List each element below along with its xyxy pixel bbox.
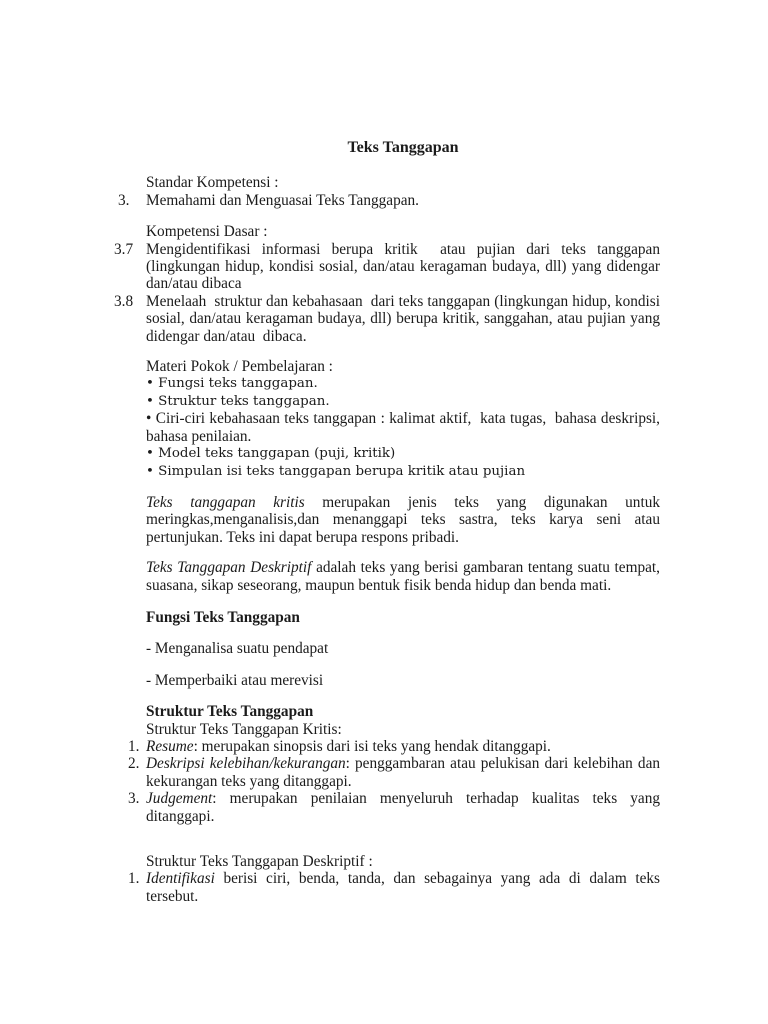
- struktur-kritis-item-resume: [128, 737, 660, 755]
- list-item-term: Identifikasi: [146, 870, 215, 888]
- definition-term: Teks Tanggapan Deskriptif: [146, 559, 312, 577]
- materi-bullet-model: • Model teks tanggapan (puji, kritik): [146, 446, 396, 462]
- struktur-deskriptif-label: Struktur Teks Tanggapan Deskriptif :: [146, 853, 373, 870]
- fungsi-item-menganalisa: - Menganalisa suatu pendapat: [146, 640, 329, 658]
- definition-teks-tanggapan-deskriptif: [146, 559, 660, 594]
- list-number: 1.: [128, 737, 140, 755]
- struktur-deskriptif-item-identifikasi: [128, 870, 660, 905]
- definition-term: Teks tanggapan kritis: [146, 493, 305, 511]
- standar-kompetensi-heading: Standar Kompetensi :: [146, 174, 279, 192]
- list-number: 3.7: [114, 240, 134, 258]
- list-item-text: : merupakan sinopsis dari isi teks yang hendak ditanggapi.: [193, 737, 551, 755]
- materi-pokok-heading: Materi Pokok / Pembelajaran :: [146, 358, 333, 376]
- list-number: 3.: [118, 191, 130, 209]
- list-item-text: : penggambaran atau pelukisan dari kelebihan dan kekurangan teks yang ditanggapi.: [146, 755, 661, 790]
- materi-bullet-ciri-ciri: • Ciri-ciri kebahasaan teks tanggapan : kalimat aktif, kata tugas, bahasa deskripsi, bahasa penilaian.: [146, 410, 660, 445]
- kompetensi-dasar-heading: Kompetensi Dasar :: [146, 223, 268, 241]
- page-title: Teks Tanggapan: [347, 139, 459, 156]
- struktur-kritis-item-deskripsi: [128, 755, 661, 790]
- struktur-kritis-item-judgement: [128, 790, 660, 825]
- list-number: 3.8: [114, 292, 134, 310]
- materi-bullet-struktur: • Struktur teks tanggapan.: [146, 393, 330, 409]
- list-item-text: Memahami dan Menguasai Teks Tanggapan.: [146, 191, 419, 209]
- kompetensi-item-3-8: [114, 292, 660, 345]
- document-content: [114, 139, 661, 905]
- list-item-text: : merupakan penilaian menyeluruh terhadap kualitas teks yang ditanggapi.: [146, 790, 660, 825]
- list-item-text: Menelaah struktur dan kebahasaan dari teks tanggapan (lingkungan hidup, kondisi sosial, dan/atau keragaman budaya, dll) berupa kritik, sanggahan, atau pujian yang didengar dan/atau dibaca.: [146, 292, 660, 345]
- list-item-term: Resume: [146, 737, 194, 755]
- kompetensi-item-3-7: [114, 240, 660, 293]
- list-number: 1.: [128, 870, 140, 888]
- list-number: 3.: [128, 790, 140, 808]
- struktur-kritis-label: Struktur Teks Tanggapan Kritis:: [146, 720, 342, 738]
- list-item-text: Mengidentifikasi informasi berupa kritik atau pujian dari teks tanggapan (lingkungan hidup, kondisi sosial, dan/atau keragaman budaya, dll) yang didengar dan/atau dibaca: [146, 240, 660, 293]
- definition-teks-tanggapan-kritis: [146, 494, 660, 546]
- definition-body: adalah teks yang berisi gambaran tentang suatu tempat, suasana, sikap seseorang, maupun bentuk fisik benda hidup dan benda mati.: [146, 559, 660, 594]
- standar-kompetensi-item: [118, 191, 660, 209]
- list-number: 2.: [128, 755, 140, 773]
- materi-bullet-fungsi: • Fungsi teks tanggapan.: [146, 376, 318, 392]
- definition-body: merupakan jenis teks yang digunakan untuk meringkas,menganalisis,dan menanggapi teks sastra, teks karya seni atau pertunjukan. Teks ini dapat berupa respons pribadi.: [146, 493, 661, 546]
- materi-bullet-simpulan: • Simpulan isi teks tanggapan berupa kritik atau pujian: [146, 463, 526, 479]
- struktur-heading: Struktur Teks Tanggapan: [146, 703, 314, 721]
- list-item-text: berisi ciri, benda, tanda, dan sebagainya yang ada di dalam teks tersebut.: [146, 870, 660, 905]
- list-item-term: Judgement: [146, 790, 213, 808]
- fungsi-heading: Fungsi Teks Tanggapan: [146, 608, 300, 626]
- list-item-term: Deskripsi kelebihan/kekurangan: [146, 755, 346, 773]
- fungsi-item-memperbaiki: - Memperbaiki atau merevisi: [146, 671, 324, 689]
